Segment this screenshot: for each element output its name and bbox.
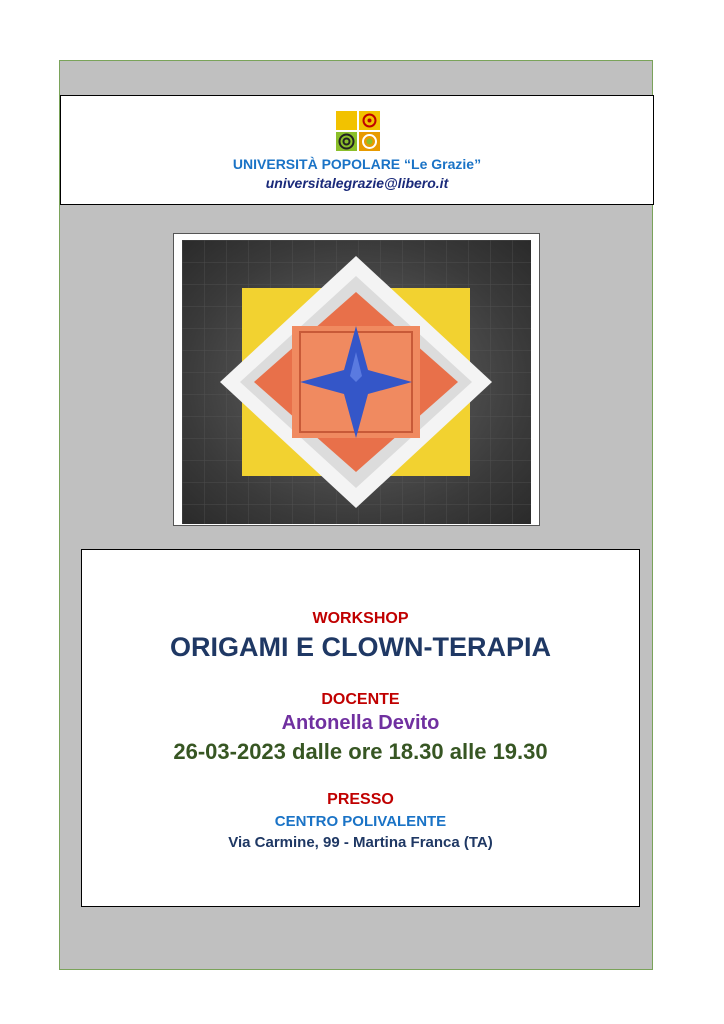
venue-address: Via Carmine, 99 - Martina Franca (TA) xyxy=(228,834,493,851)
docente-name: Antonella Devito xyxy=(281,712,440,734)
workshop-title: ORIGAMI E CLOWN-TERAPIA xyxy=(170,632,551,662)
photo-frame xyxy=(173,233,540,526)
event-date-time: 26-03-2023 dalle ore 18.30 alle 19.30 xyxy=(173,739,548,764)
logo-ring-tile xyxy=(336,132,357,151)
organization-email: universitalegrazie@libero.it xyxy=(265,175,449,191)
organization-name: UNIVERSITÀ POPOLARE “Le Grazie” xyxy=(232,156,482,172)
origami-star-icon xyxy=(182,240,531,524)
presso-label: PRESSO xyxy=(327,791,394,808)
docente-label: DOCENTE xyxy=(321,691,400,708)
universita-popolare-logo-icon xyxy=(336,111,380,151)
header-box xyxy=(60,95,654,205)
venue-name: CENTRO POLIVALENTE xyxy=(274,813,447,830)
logo-text-tile xyxy=(336,111,357,130)
logo-eye-tile xyxy=(359,111,380,130)
logo-circle-tile xyxy=(359,132,380,151)
origami-photo xyxy=(182,240,531,524)
event-info-box xyxy=(81,549,640,907)
workshop-label: WORKSHOP xyxy=(312,610,409,627)
